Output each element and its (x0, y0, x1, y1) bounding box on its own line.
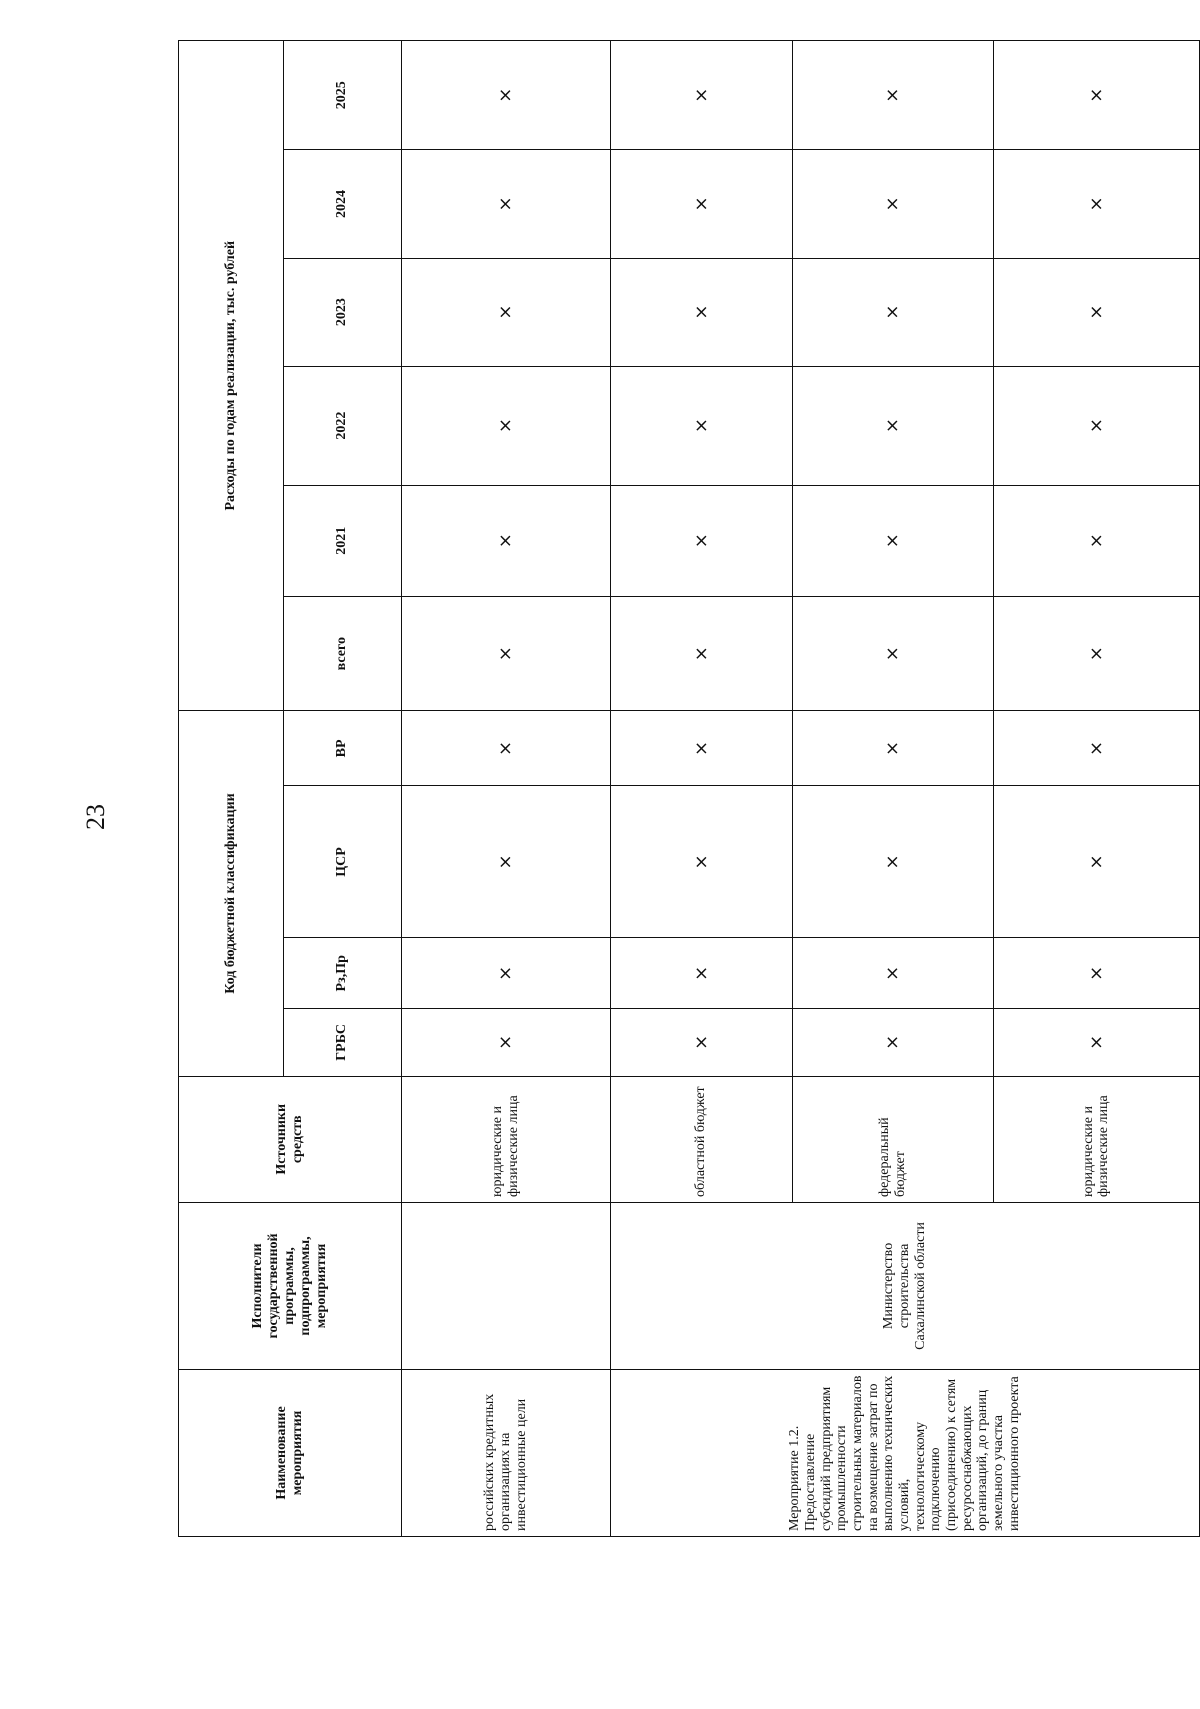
header-budget-code: Код бюджетной классификации (179, 711, 284, 1076)
cell-2025: × (610, 41, 792, 150)
cell-2021: × (993, 485, 1199, 596)
header-2023: 2023 (284, 258, 402, 366)
cell-csr: × (792, 786, 993, 938)
header-name: Наименование мероприятия (179, 1369, 402, 1536)
cell-rzpr: × (993, 938, 1199, 1009)
cell-vr: × (610, 711, 792, 786)
header-grbs: ГРБС (284, 1009, 402, 1076)
rotated-table-wrapper (178, 40, 1200, 1537)
cell-csr: × (401, 786, 610, 938)
cell-vr: × (401, 711, 610, 786)
header-executors: Исполнители государственной программы, подпрограммы, мероприятия (179, 1202, 402, 1369)
header-rzpr: Рз,Пр (284, 938, 402, 1009)
cell-2022: × (792, 366, 993, 485)
page-number: 23 (81, 804, 110, 830)
cell-total: × (792, 596, 993, 711)
cell-total: × (401, 596, 610, 711)
cell-2022: × (993, 366, 1199, 485)
cell-grbs: × (792, 1009, 993, 1076)
header-2025: 2025 (284, 41, 402, 150)
header-2024: 2024 (284, 150, 402, 258)
cell-total: × (993, 596, 1199, 711)
cell-2023: × (993, 258, 1199, 366)
cell-grbs: × (401, 1009, 610, 1076)
cell-rzpr: × (401, 938, 610, 1009)
cell-2023: × (401, 258, 610, 366)
header-csr: ЦСР (284, 786, 402, 938)
source-cell: областной бюджет (610, 1076, 792, 1202)
header-vr: ВР (284, 711, 402, 786)
cell-vr: × (792, 711, 993, 786)
cell-2024: × (401, 150, 610, 258)
cell-total: × (610, 596, 792, 711)
cell-vr: × (993, 711, 1199, 786)
cell-2021: × (610, 485, 792, 596)
source-cell: федеральный бюджет (792, 1076, 993, 1202)
header-2022: 2022 (284, 366, 402, 485)
executor-cell: Министерство строительства Сахалинской области (610, 1202, 1199, 1369)
measure-name-cell: российских кредитных организациях на инвестиционные цели (401, 1369, 610, 1536)
cell-2023: × (610, 258, 792, 366)
header-total: всего (284, 596, 402, 711)
header-sources: Источники средств (179, 1076, 402, 1202)
cell-2022: × (401, 366, 610, 485)
table-row (610, 41, 792, 1537)
cell-2022: × (610, 366, 792, 485)
cell-2024: × (993, 150, 1199, 258)
cell-grbs: × (993, 1009, 1199, 1076)
executor-cell (401, 1202, 610, 1369)
cell-2025: × (993, 41, 1199, 150)
header-2021: 2021 (284, 485, 402, 596)
cell-2025: × (401, 41, 610, 150)
cell-2023: × (792, 258, 993, 366)
cell-2024: × (610, 150, 792, 258)
cell-rzpr: × (610, 938, 792, 1009)
cell-csr: × (993, 786, 1199, 938)
cell-grbs: × (610, 1009, 792, 1076)
table-row (401, 41, 610, 1537)
budget-table (178, 40, 1200, 1537)
measure-name-cell: Мероприятие 1.2. Предоставление субсидий предприятиям промышленности строительных материалов на возмещение затрат по выполнению технических условий, технологическому подключению (присоединению) к сетям ресурсоснабжающих организаций, до границ земельного участка инвестиционного проекта (610, 1369, 1199, 1536)
cell-rzpr: × (792, 938, 993, 1009)
cell-2021: × (792, 485, 993, 596)
cell-2021: × (401, 485, 610, 596)
cell-2025: × (792, 41, 993, 150)
source-cell: юридические и физические лица (993, 1076, 1199, 1202)
header-expenses: Расходы по годам реализации, тыс. рублей (179, 41, 284, 711)
source-cell: юридические и физические лица (401, 1076, 610, 1202)
cell-csr: × (610, 786, 792, 938)
cell-2024: × (792, 150, 993, 258)
